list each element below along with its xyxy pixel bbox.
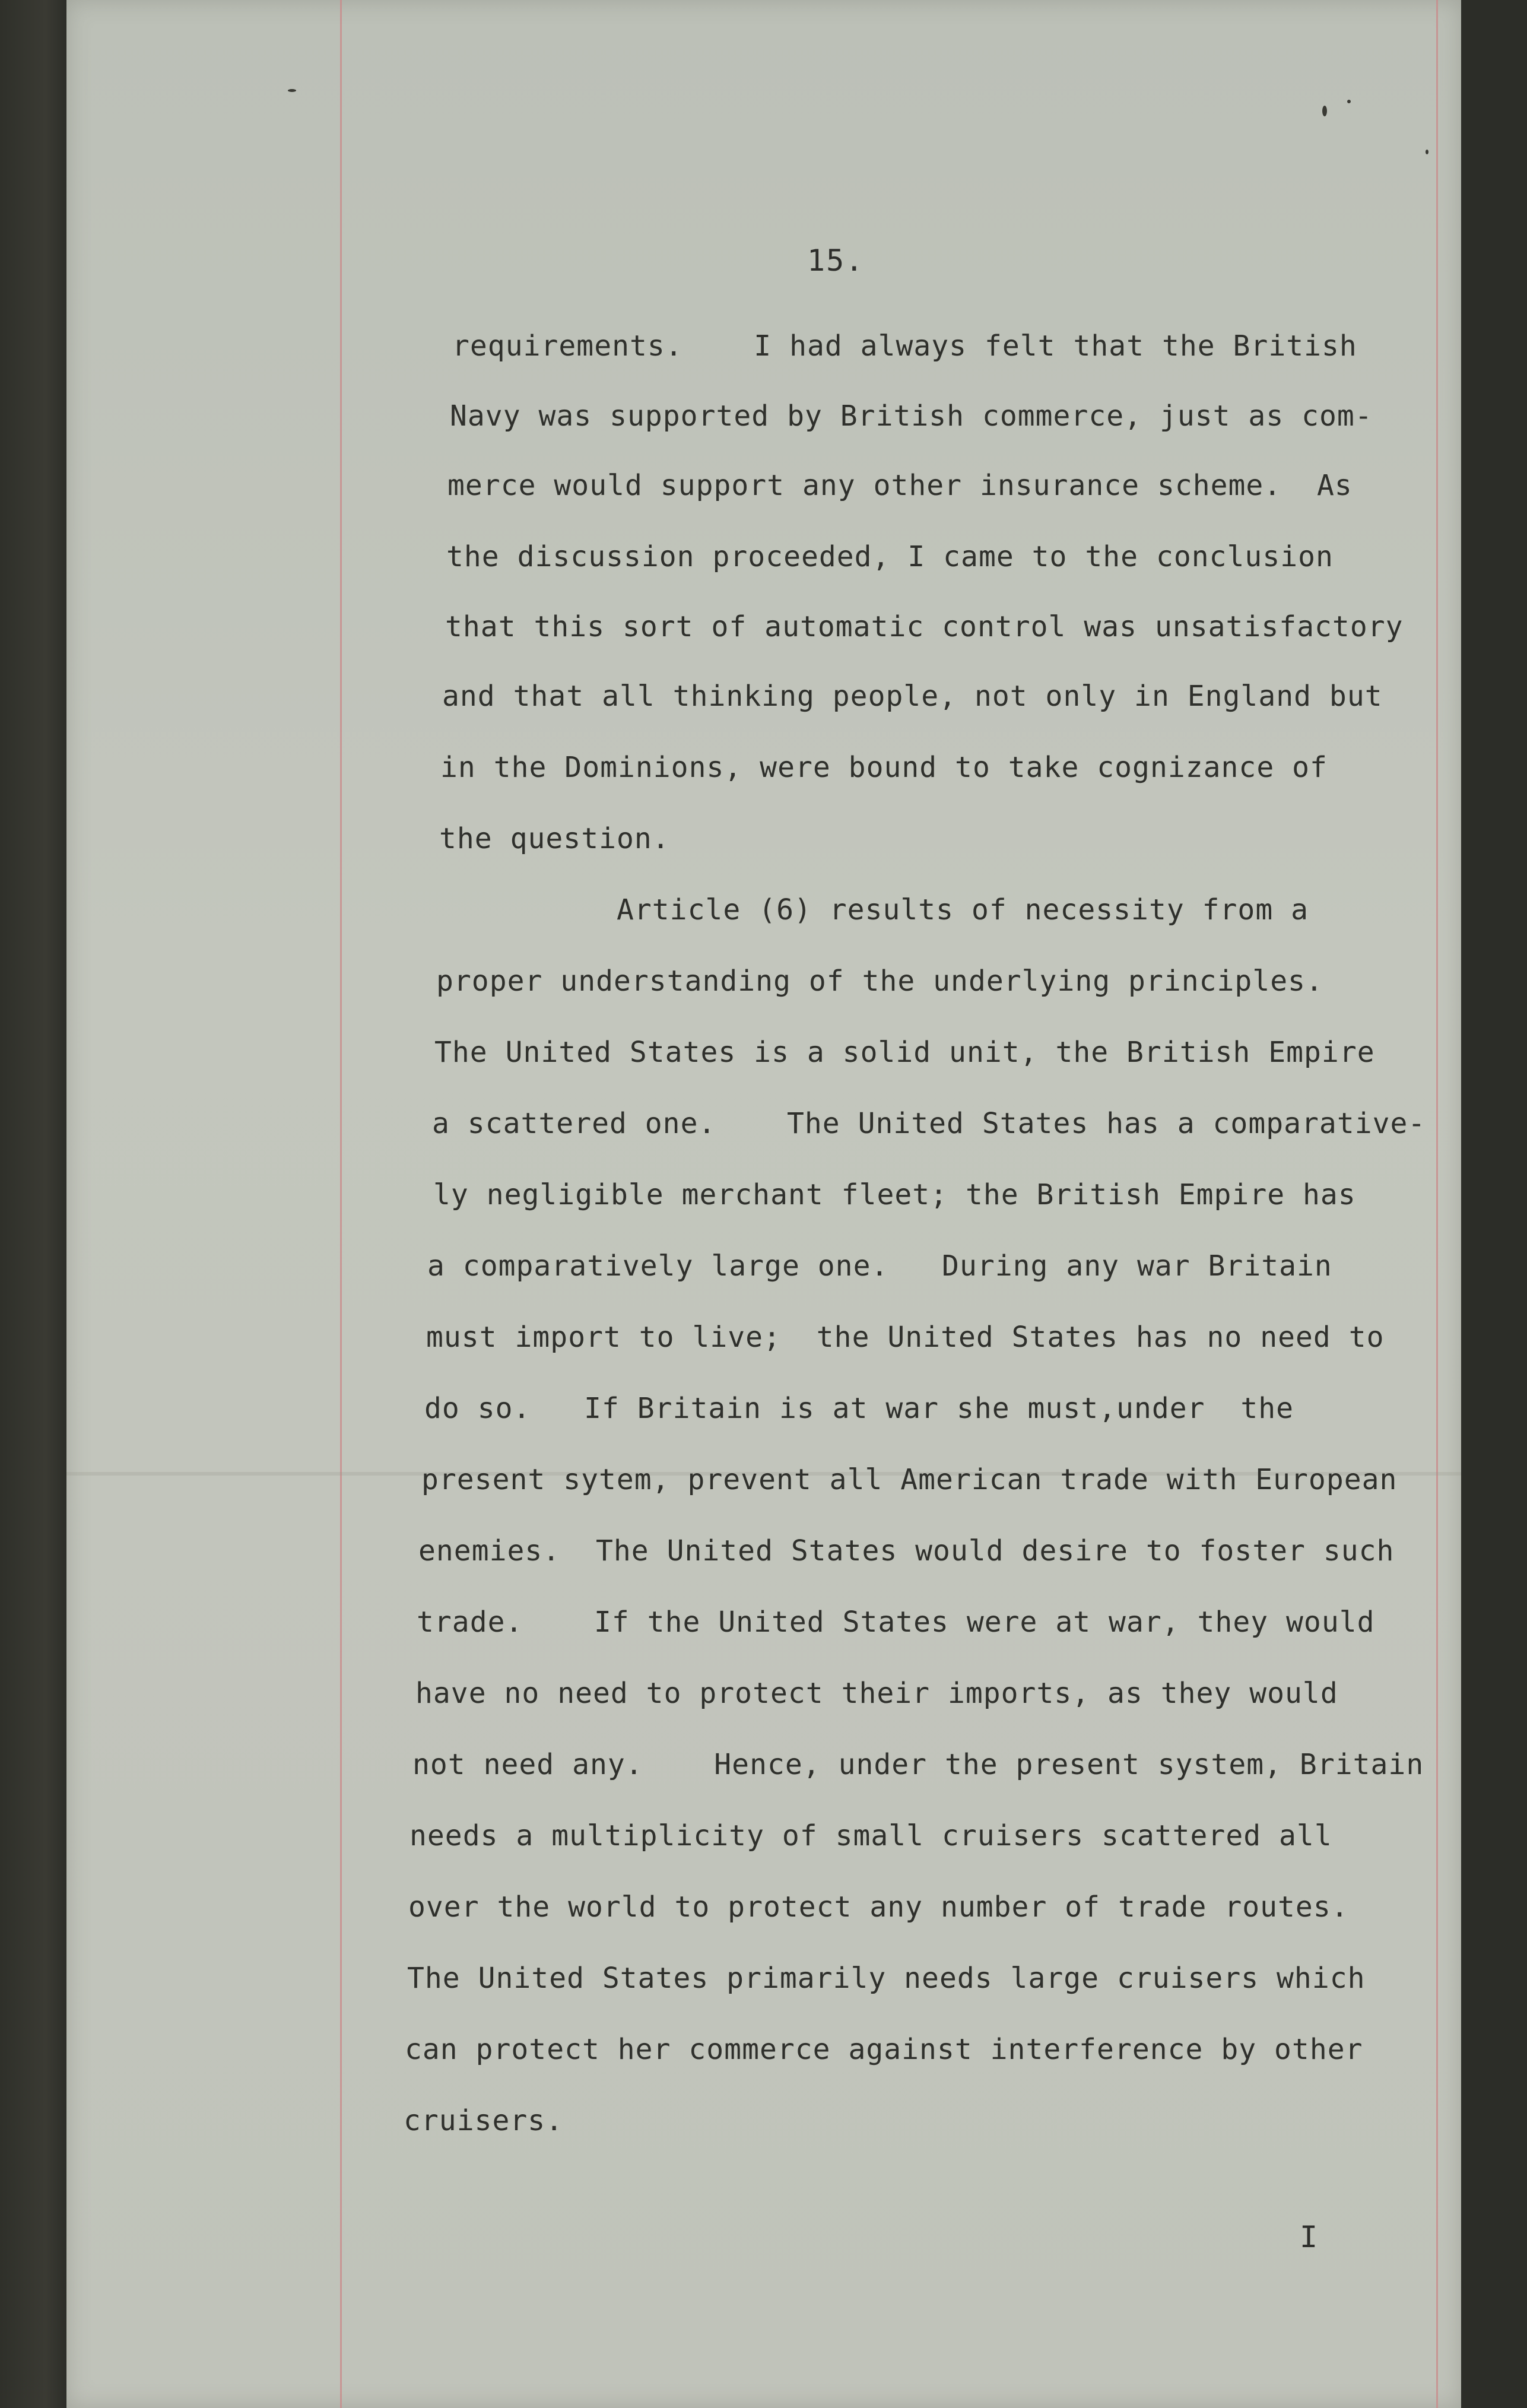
ink-speck — [1347, 100, 1351, 103]
body-line: trade. If the United States were at war, they would — [417, 1606, 1375, 1639]
ink-speck — [288, 89, 296, 92]
body-line: enemies. The United States would desire to foster such — [418, 1534, 1395, 1568]
left-margin-rule — [340, 0, 342, 2408]
catchword: I — [1300, 2220, 1318, 2254]
body-line: cruisers. — [404, 2104, 564, 2137]
body-line: over the world to protect any number of trade routes. — [408, 1890, 1349, 1924]
body-line: not need any. Hence, under the present system, Britain — [412, 1748, 1424, 1781]
body-line: The United States primarily needs large cruisers which — [407, 1962, 1366, 1995]
body-line: Navy was supported by British commerce, just as com- — [450, 399, 1373, 433]
body-line: requirements. I had always felt that the British — [452, 329, 1357, 363]
body-line: the question. — [439, 822, 670, 855]
body-line: can protect her commerce against interference by other — [405, 2033, 1363, 2066]
body-line: Article (6) results of necessity from a — [439, 893, 1309, 927]
body-line: ly negligible merchant fleet; the British Empire has — [433, 1178, 1356, 1211]
body-line: a scattered one. The United States has a comparative- — [432, 1107, 1426, 1140]
body-line: do so. If Britain is at war she must,under the — [424, 1392, 1294, 1425]
body-line: the discussion proceeded, I came to the conclusion — [446, 540, 1334, 573]
page-number: 15. — [807, 243, 865, 278]
body-line: present sytem, prevent all American trade with European — [421, 1463, 1398, 1496]
body-line: merce would support any other insurance scheme. As — [447, 469, 1353, 502]
body-line: proper understanding of the underlying principles. — [436, 965, 1323, 998]
ink-speck — [1426, 150, 1428, 154]
body-line: must import to live; the United States has no need to — [426, 1321, 1385, 1354]
body-line: needs a multiplicity of small cruisers scattered all — [409, 1819, 1332, 1852]
body-line: The United States is a solid unit, the British Empire — [434, 1036, 1375, 1069]
body-line: that this sort of automatic control was unsatisfactory — [445, 610, 1404, 643]
body-line: a comparatively large one. During any war Britain — [427, 1249, 1332, 1283]
ink-speck — [1322, 106, 1327, 116]
body-line: have no need to protect their imports, as they would — [415, 1677, 1338, 1710]
body-line: and that all thinking people, not only in England but — [442, 680, 1383, 713]
body-line: in the Dominions, were bound to take cognizance of — [440, 751, 1328, 784]
right-margin-rule — [1436, 0, 1438, 2408]
